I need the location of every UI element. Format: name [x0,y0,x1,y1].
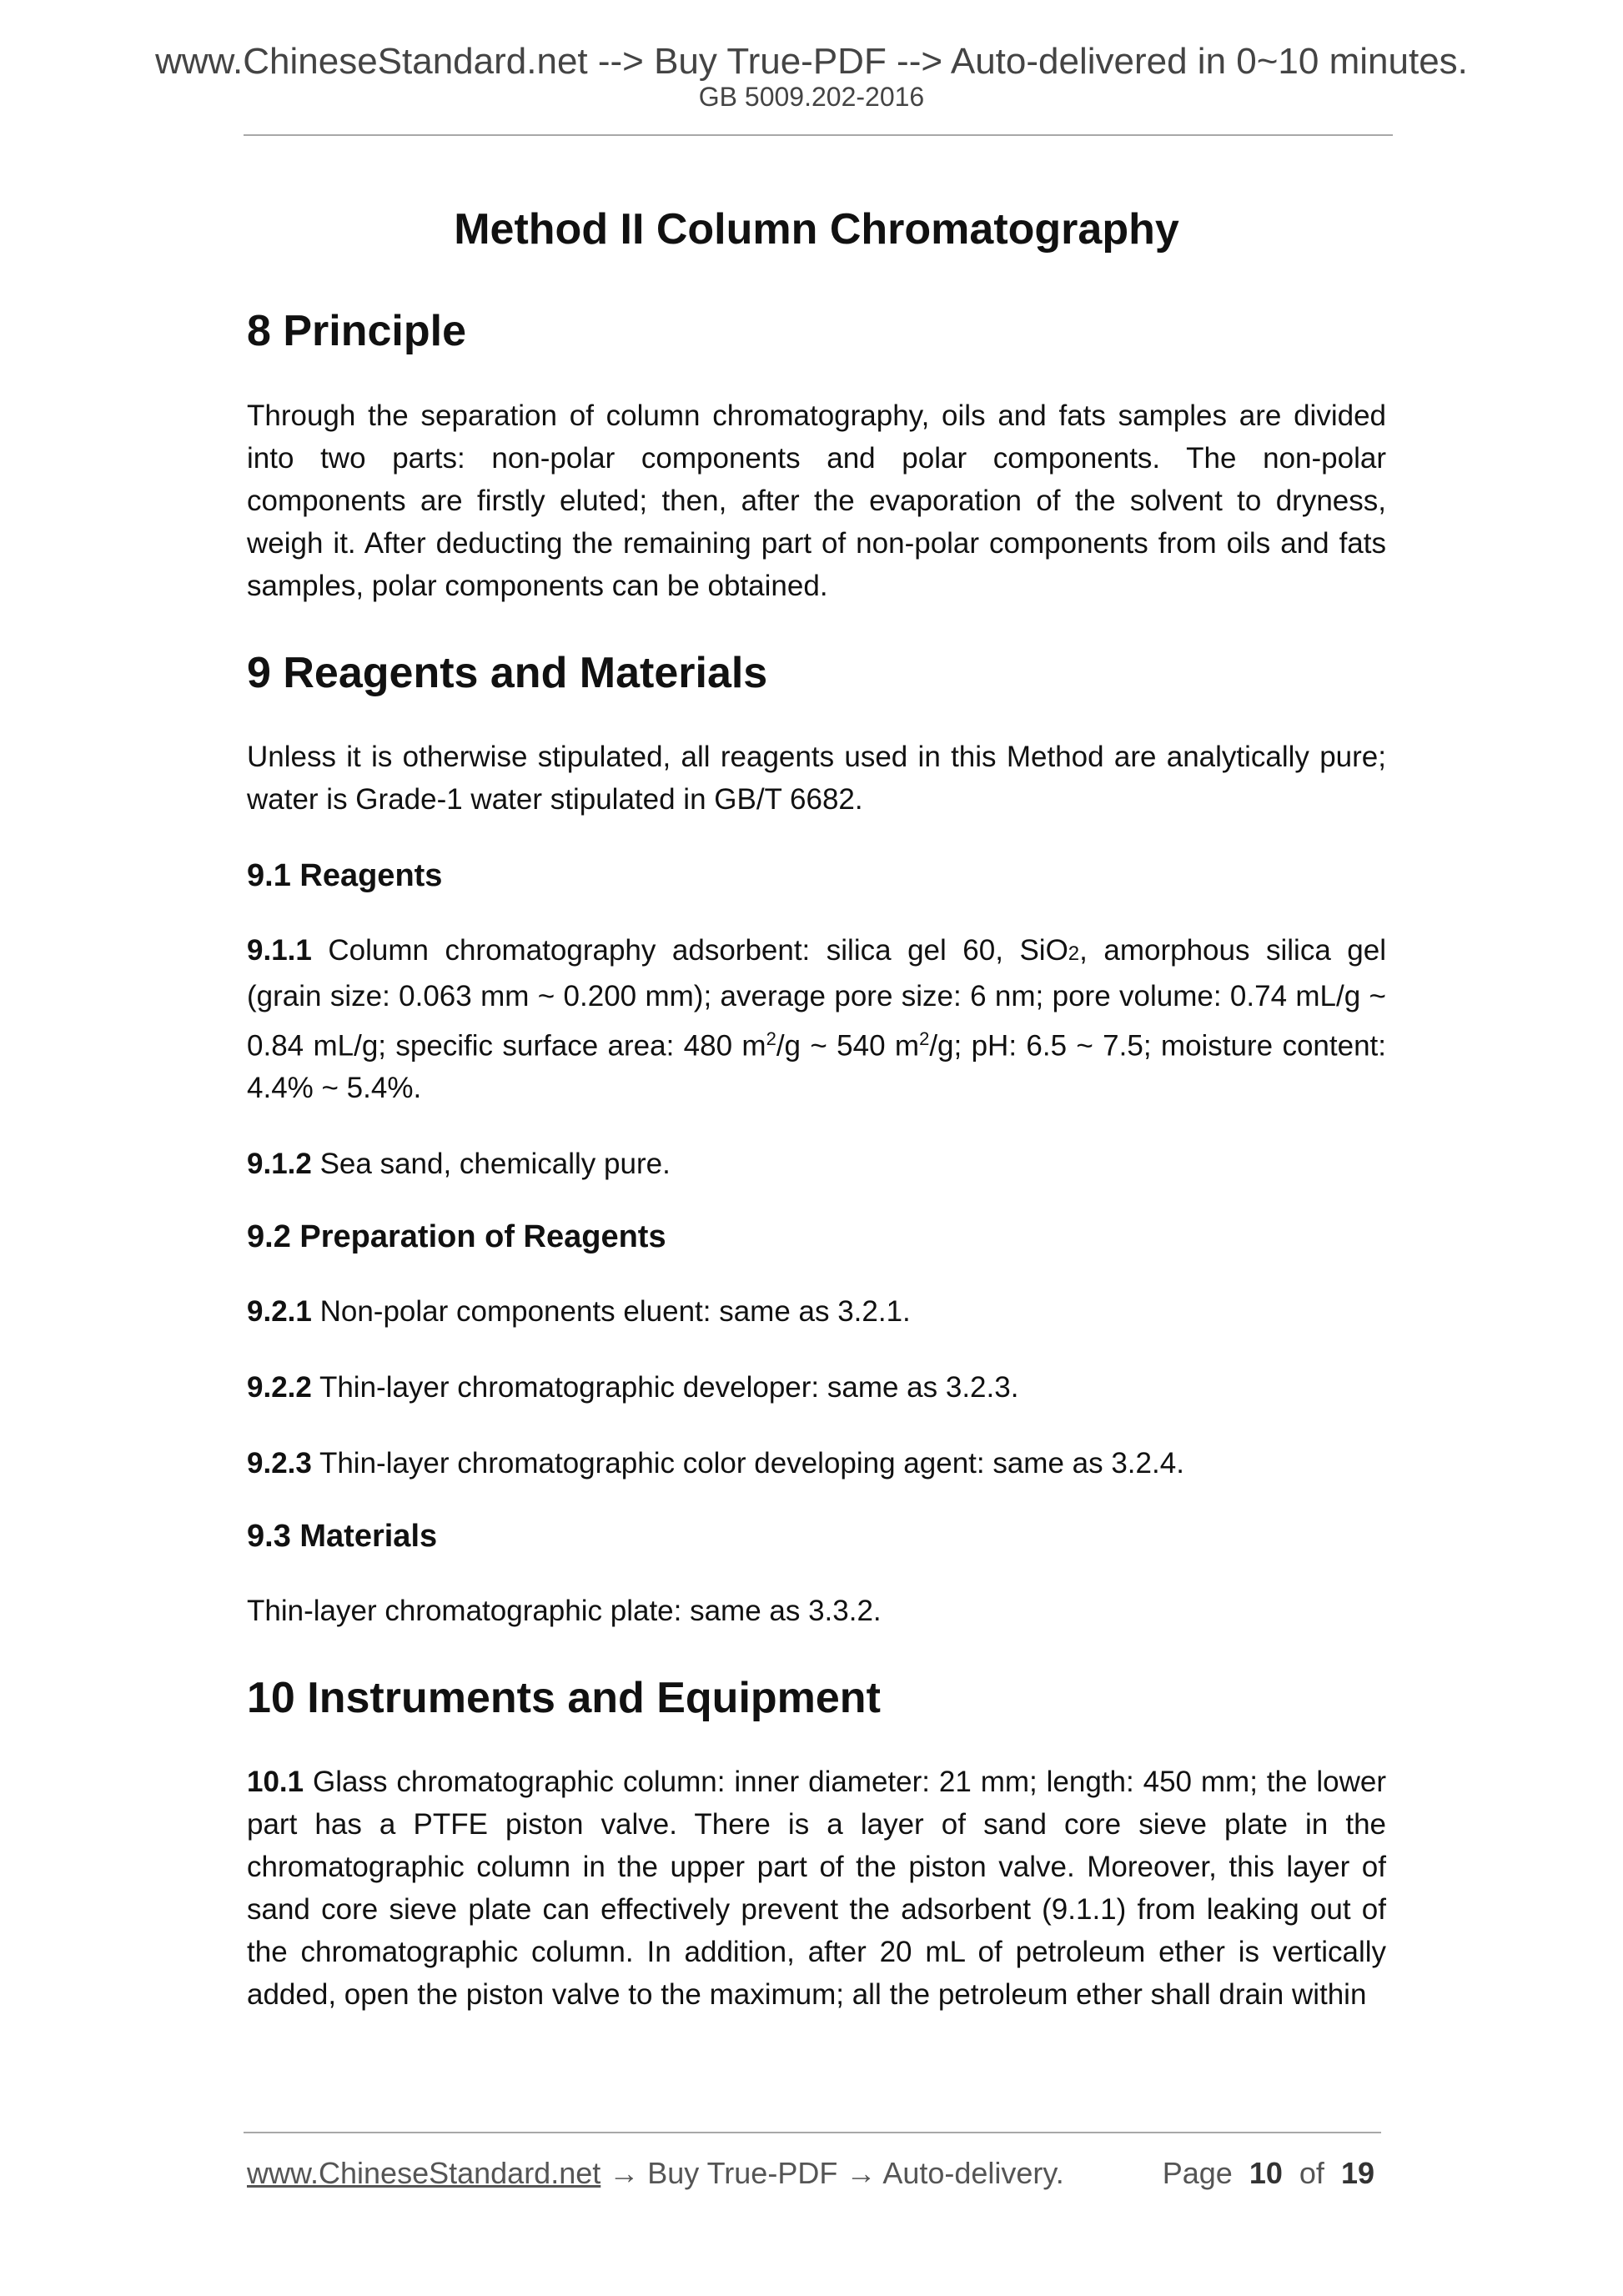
page-content [247,192,1386,2016]
page-current: 10 [1249,2156,1283,2190]
top-banner: www.ChineseStandard.net --> Buy True-PDF --> Auto-delivered in 0~10 minutes. [155,41,1468,82]
item-9-1-1: 9.1.1 Column chromatography adsorbent: silica gel 60, SiO2, amorphous silica gel (grain size: 0.063 mm ~ 0.200 mm); average pore size: 6 nm; pore volume: 0.74 mL/g ~ 0.84 mL/g; specific surface area: 480 $m^2/g$ ~ 540 $m^2/g$; pH: 6.5 ~ 7.5; moisture content: 4.4% ~ 5.4%. [247,933,1387,1105]
section-9-3-text: Thin-layer chromatographic plate: same as 3.3.2. [247,1594,882,1627]
footer-site-link[interactable]: www.ChineseStandard.net [247,2156,601,2190]
section-9-3-title: 9.3 Materials [247,1519,438,1555]
item-number: 9.1.1 [247,933,312,967]
item-9-1-2: 9.1.2 Sea sand, chemically pure. [247,1148,671,1181]
page-indicator: Page 10 of 19 [1162,2156,1374,2190]
section-8-text: Through the separation of column chromatography, oils and fats samples are divided into two parts: non-polar components and polar components. The non-polar components are firstly eluted; then, after the evaporation of the solvent to dryness, weigh it. After deducting the remaining part of non-polar components from oils and fats samples, polar components can be obtained. [247,399,1386,602]
page-total: 19 [1340,2156,1374,2190]
item-number: 10.1 [247,1766,304,1798]
section-9-title: 9 Reagents and Materials [247,648,768,697]
item-9-2-3: 9.2.3 Thin-layer chromatographic color developing agent: same as 3.2.4. [247,1447,1184,1480]
item-number: 9.2.2 [247,1371,312,1404]
item-9-2-1: 9.2.1 Non-polar components eluent: same as 3.2.1. [247,1295,911,1329]
item-number: 9.2.1 [247,1295,312,1329]
footer-divider [244,2132,1381,2133]
footer-tagline: → Buy True-PDF → Auto-delivery. [600,2156,1064,2190]
item-number: 9.2.3 [247,1447,312,1480]
page-footer [247,2155,1374,2191]
section-9-2-title: 9.2 Preparation of Reagents [247,1219,666,1255]
section-9-1-title: 9.1 Reagents [247,858,443,894]
item-10-1: 10.1 Glass chromatographic column: inner diameter: 21 mm; length: 450 mm; the lower part has a PTFE piston valve. There is a layer of sand core sieve plate in the chromatographic column in the upper part of the piston valve. Moreover, this layer of sand core sieve plate can effectively prevent the adsorbent (9.1.1) from leaking out of the chromatographic column. In addition, after 20 mL of petroleum ether is vertically added, open the piston valve to the maximum; all the petroleum ether shall drain within [247,1766,1386,2011]
standard-number: GB 5009.202-2016 [698,82,925,112]
section-10-title: 10 Instruments and Equipment [247,1673,881,1722]
section-9-intro: Unless it is otherwise stipulated, all reagents used in this Method are analytically pure; water is Grade-1 water stipulated in GB/T 6682. [247,741,1386,816]
method-title: Method II Column Chromatography [454,205,1179,254]
item-number: 9.1.2 [247,1148,312,1181]
section-8-title: 8 Principle [247,307,466,356]
header-divider [244,134,1393,136]
item-9-2-2: 9.2.2 Thin-layer chromatographic developer: same as 3.2.3. [247,1371,1019,1404]
